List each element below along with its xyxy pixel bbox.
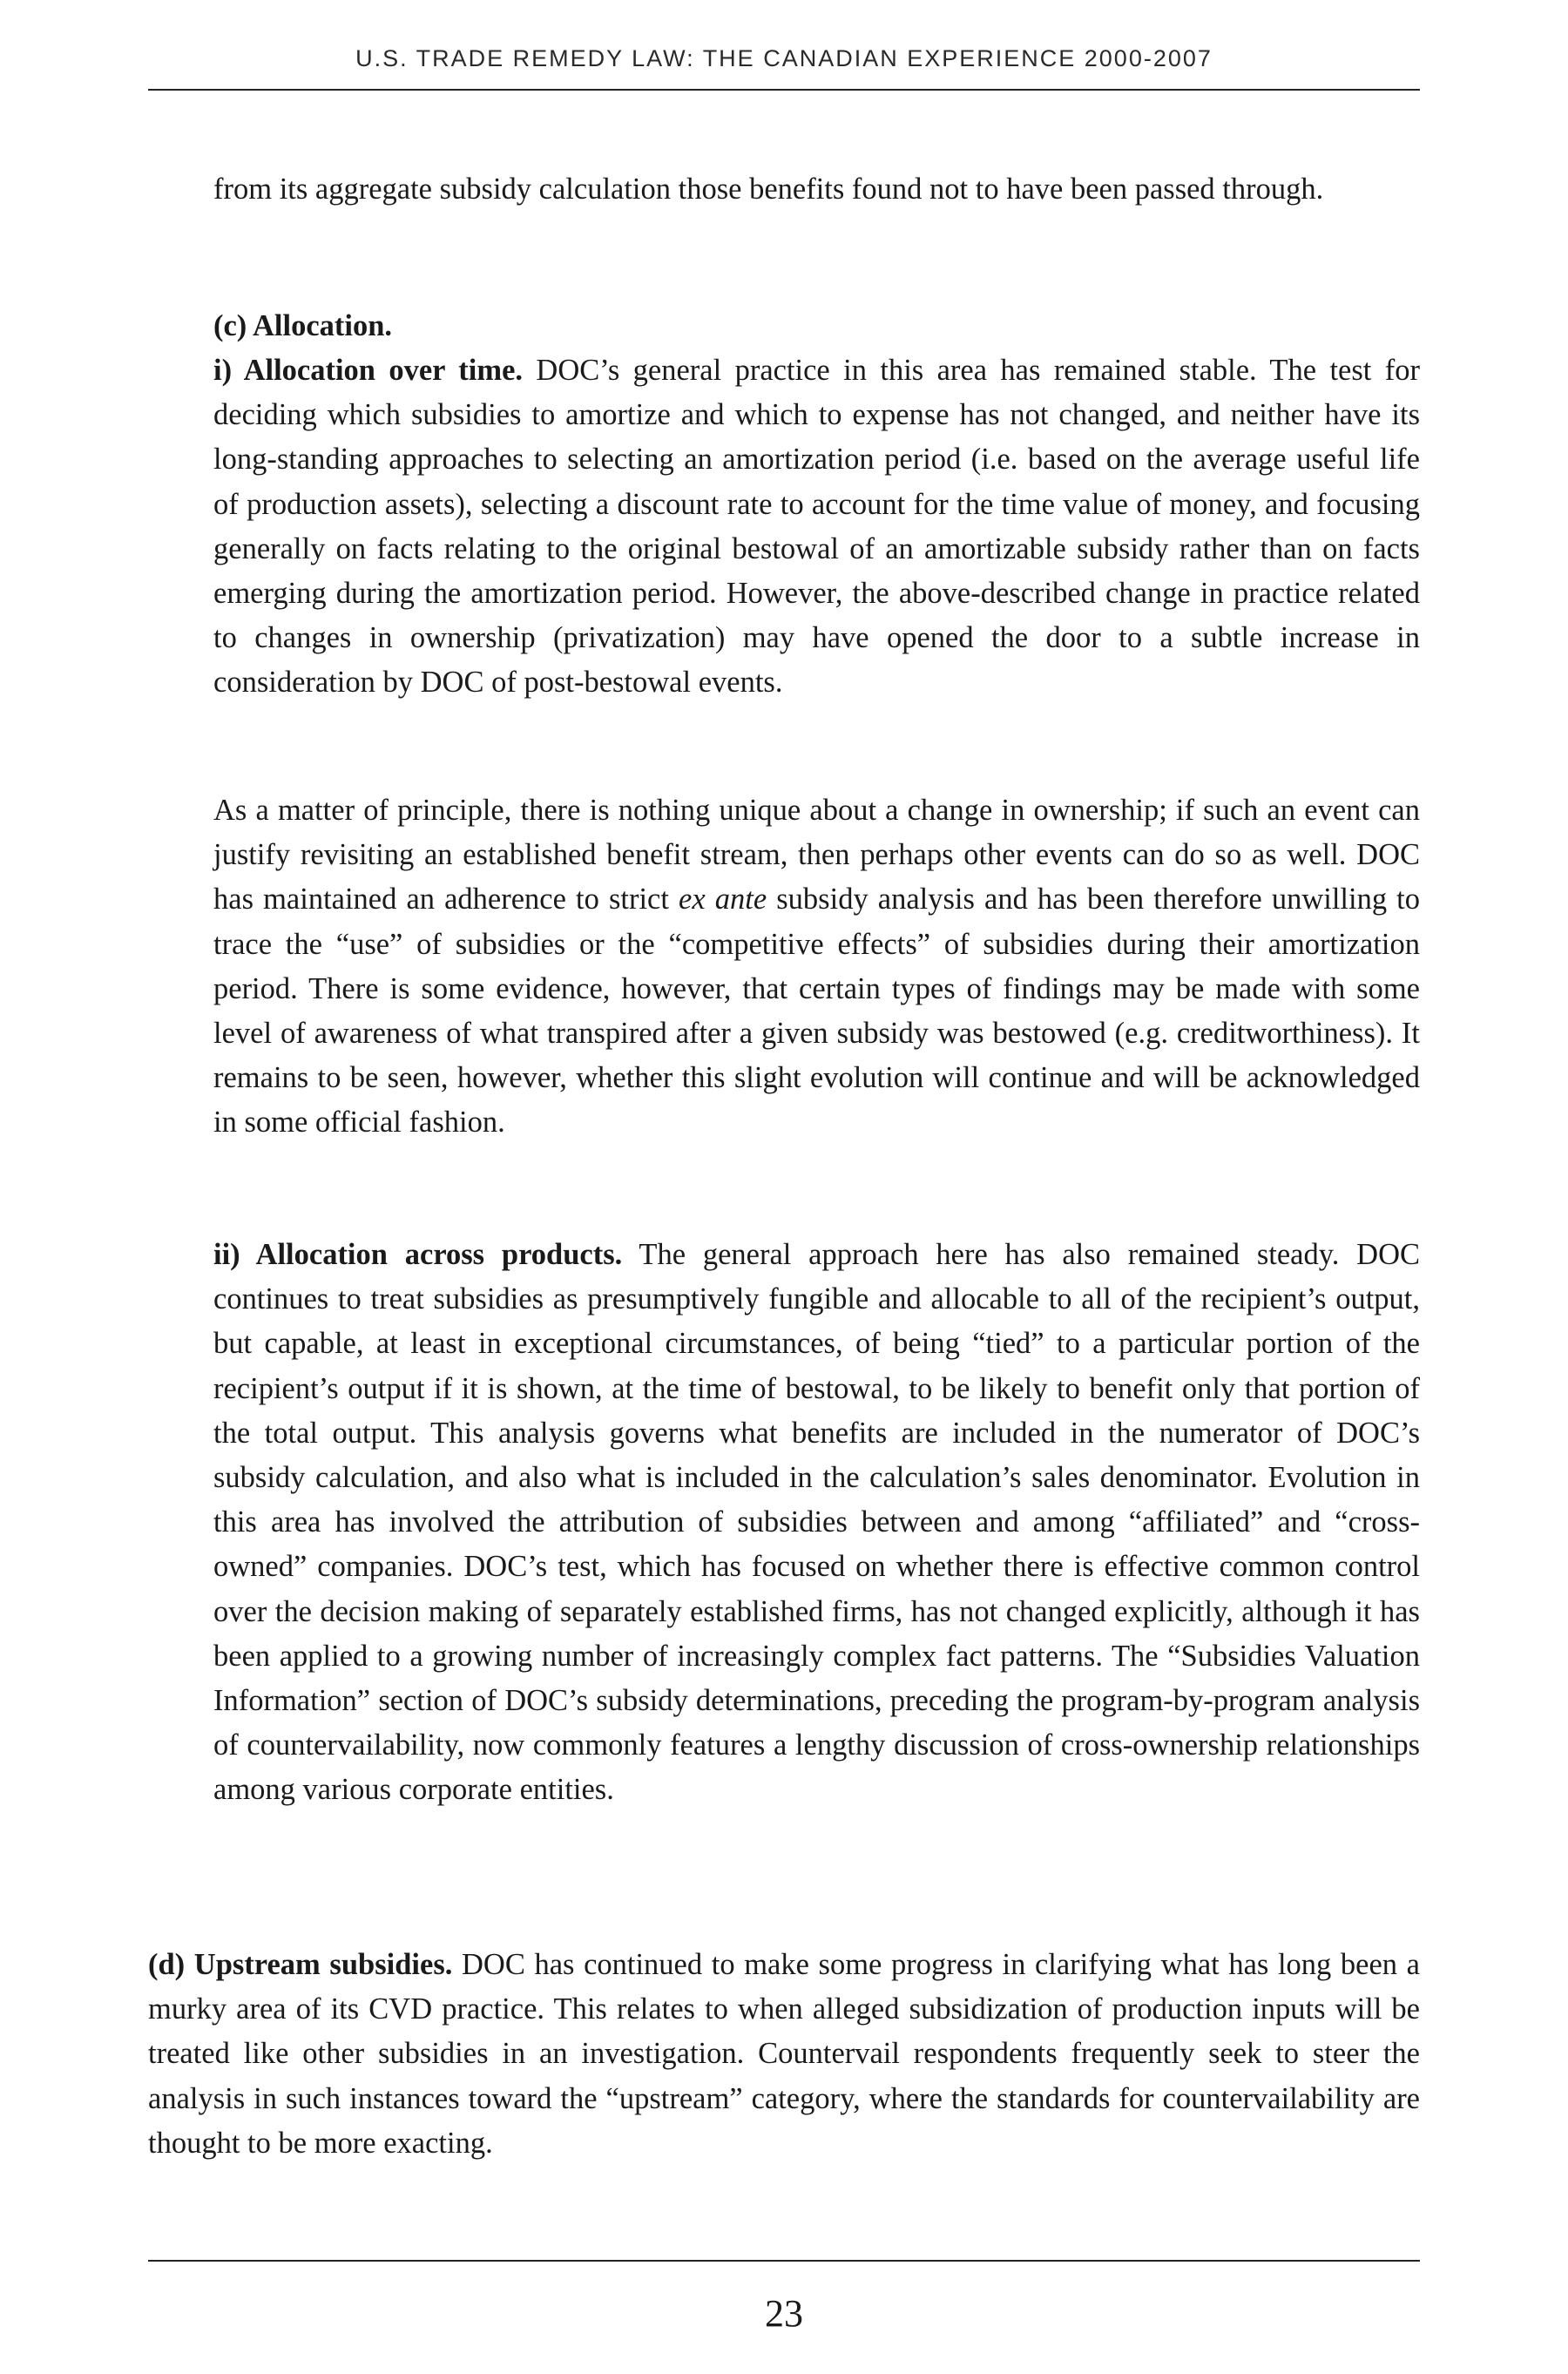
page-number: 23 (765, 2292, 803, 2335)
run-in-heading: i) Allocation over time. (213, 354, 524, 387)
run-in-heading: (d) Upstream subsidies. (148, 1948, 453, 1981)
header-rule (148, 89, 1420, 91)
paragraph-change-in-ownership (213, 788, 1420, 1146)
paragraph-text: DOC’s general practice in this area has remained stable. The test for deciding which subsidies to amortize and which to expense has not changed, and neither have its long-standing approaches to selecting an amortization period (i.e. based on the average useful life of production assets), selecting a discount rate to account for the time value of money, and focusing generally on facts relating to the original bestowal of an amortizable subsidy rather than on facts emerging during the amortization period. However, the above-described change in practice related to changes in ownership (privatization) may have opened the door to a subtle increase in consideration by DOC of post-bestowal events. (213, 354, 1420, 700)
section-heading-label: (c) Allocation. (213, 309, 393, 342)
latin-term: ex ante (679, 883, 767, 916)
paragraph-text-before: As a matter of principle, there is nothing unique about a change in ownership; if such an event can justify revisiting an established benefit stream, then perhaps other events can do so as well. DOC has maintained an adherence to strict (213, 794, 1420, 916)
paragraph-text: DOC has continued to make some progress in clarifying what has long been a murky area of its CVD practice. This relates to when alleged subsidization of production inputs will be treated like other subsidies in an investigation. Countervail respondents frequently seek to steer the analysis in such instances toward the “upstream” category, where the standards for countervailability are thought to be more exacting. (148, 1948, 1420, 2160)
paragraph-allocation-across-products (213, 1233, 1420, 1813)
section-heading-allocation (213, 304, 392, 348)
paragraph-pass-through: from its aggregate subsidy calculation those benefits found not to have been passed through. (213, 172, 1324, 206)
paragraph-upstream-subsidies (148, 1943, 1420, 2166)
run-in-heading: ii) Allocation across products. (213, 1238, 623, 1271)
paragraph-text-after: subsidy analysis and has been therefore unwilling to trace the “use” of subsidies or the “competitive effects” of subsidies during their amortization period. There is some evidence, however, that certain types of findings may be made with some level of awareness of what transpired after a given subsidy was bestowed (e.g. creditworthiness). It remains to be seen, however, whether this slight evolution will continue and will be acknowledged in some official fashion. (213, 883, 1421, 1140)
paragraph-text: The general approach here has also remained steady. DOC continues to treat subsidies as presumptively fungible and allocable to all of the recipient’s output, but capable, at least in exceptional circumstances, of being “tied” to a particular portion of the recipient’s output if it is shown, at the time of bestowal, to be likely to benefit only that portion of the total output. This analysis governs what benefits are included in the numerator of DOC’s subsidy calculation, and also what is included in the calculation’s sales denominator. Evolution in this area has involved the attribution of subsidies between and among “affiliated” and “cross-owned” companies. DOC’s test, which has focused on whether there is effective common control over the decision making of separately established firms, has not changed explicitly, although it has been applied to a growing number of increasingly complex fact patterns. The “Subsidies Valuation Information” section of DOC’s subsidy determinations, preceding the program-by-program analysis of countervailability, now commonly features a lengthy discussion of cross-ownership relationships among various corporate entities. (213, 1238, 1421, 1807)
running-header: U.S. TRADE REMEDY LAW: THE CANADIAN EXPERIENCE 2000-2007 (355, 45, 1213, 71)
paragraph-allocation-over-time (213, 348, 1420, 706)
footer-rule (148, 2260, 1420, 2262)
